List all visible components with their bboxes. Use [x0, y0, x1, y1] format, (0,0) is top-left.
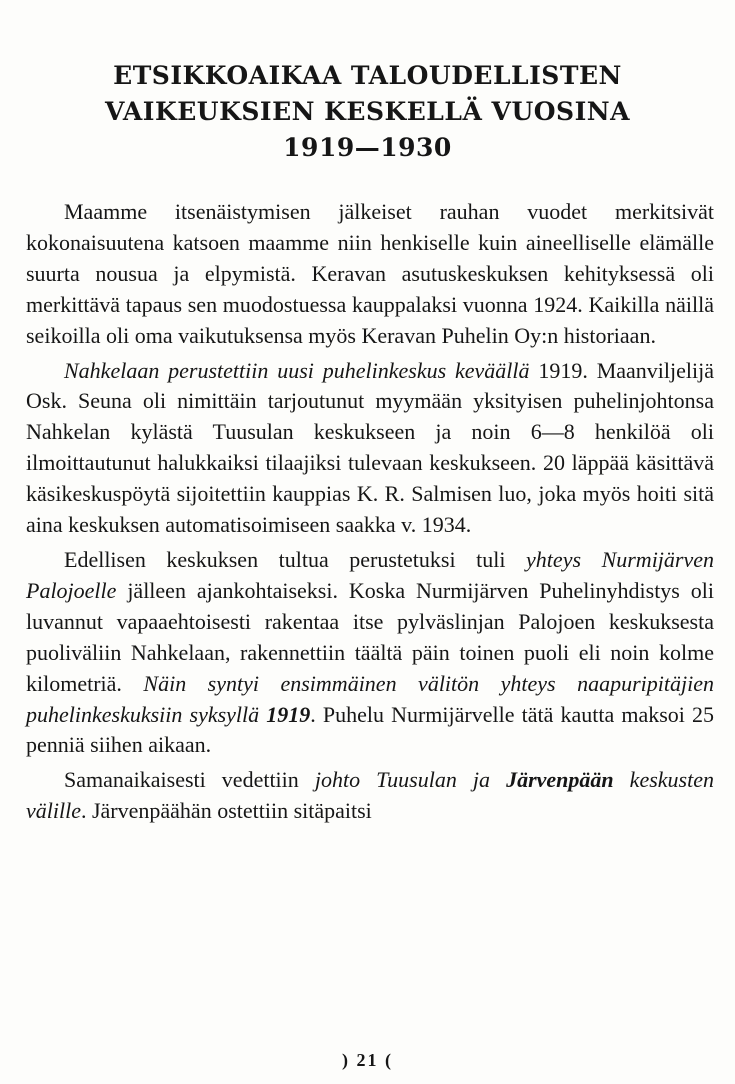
chapter-title-line-2: VAIKEUKSIEN KESKELLÄ VUOSINA: [104, 97, 631, 126]
chapter-title-line-1: ETSIKKOAIKAA TALOUDELLISTEN: [113, 61, 622, 90]
chapter-title: [40, 58, 695, 166]
paragraph-3-text-a: Edellisen keskuksen tultua perustetuksi tuli: [64, 546, 527, 572]
page-number: ) 21 (: [342, 1050, 393, 1070]
paragraph-4-text-a: Samanaikaisesti vedettiin: [64, 767, 315, 793]
body-text: [26, 197, 714, 827]
paragraph-2: [26, 356, 714, 541]
paragraph-4-text-b: . Järvenpäähän ostettiin sitäpaitsi: [80, 798, 372, 824]
paragraph-3-text-b: jälleen ajankohtaiseksi. Koska Nurmijärven Puhelinyhdistys oli luvannut vapaaehtoisesti rakentaa itse pylväslinjan Palojoen keskuksesta puoliväliin Nahkelaan, rakennettiin täältä päin toinen puoli eli noin kolme kilometriä.: [26, 577, 714, 696]
paragraph-4-italic-a: johto Tuusulan ja: [314, 767, 507, 793]
paragraph-3: [26, 545, 714, 761]
paragraph-4-italic-b: keskusten välille: [26, 767, 714, 824]
paragraph-3-bold-italic-year: 1919: [266, 701, 311, 727]
paragraph-1: [26, 197, 714, 352]
paragraph-2-text: 1919. Maanviljelijä Osk. Seuna oli nimittäin tarjoutunut myymään yksityisen puhelinjohtonsa Nahkelan kylästä Tuusulan keskukseen ja noin 6—8 henkilöä oli ilmoittautunut halukkaiksi tilaajiksi tulevaan keskukseen. 20 läppää käsittävä käsikeskuspöytä sijoitettiin kauppias K. R. Salmisen luo, joka myös hoiti sitä aina keskuksen automatisoimiseen saakka v. 1934.: [26, 357, 714, 538]
paragraph-1-text: Maamme itsenäistymisen jälkeiset rauhan vuodet merkitsivät kokonaisuutena katsoen maamme niin henkiselle kuin aineelliselle elämälle suurta nousua ja elpymistä. Keravan asutuskeskuksen kehityksessä oli merkittävä tapaus sen muodostuessa kauppalaksi vuonna 1924. Kaikilla näillä seikoilla oli oma vaikutuksensa myös Keravan Puhelin Oy:n historiaan.: [26, 199, 714, 348]
paragraph-4-bold-italic: Järvenpään: [506, 767, 614, 793]
paragraph-3-italic-a: yhteys Nurmijärven Palojoelle: [26, 546, 715, 603]
chapter-title-line-3: 1919—1930: [283, 133, 452, 162]
paragraph-4: [26, 765, 714, 827]
paragraph-3-text-c: . Puhelu Nurmijärvelle tätä kautta maksoi 25 penniä siihen aikaan.: [26, 701, 714, 758]
paragraph-2-italic: Nahkelaan perustettiin uusi puhelinkeskus keväällä: [64, 357, 530, 383]
paragraph-3-italic-b: Näin syntyi ensimmäinen välitön yhteys naapuripitäjien puhelinkeskuksiin syksyllä: [26, 670, 714, 727]
